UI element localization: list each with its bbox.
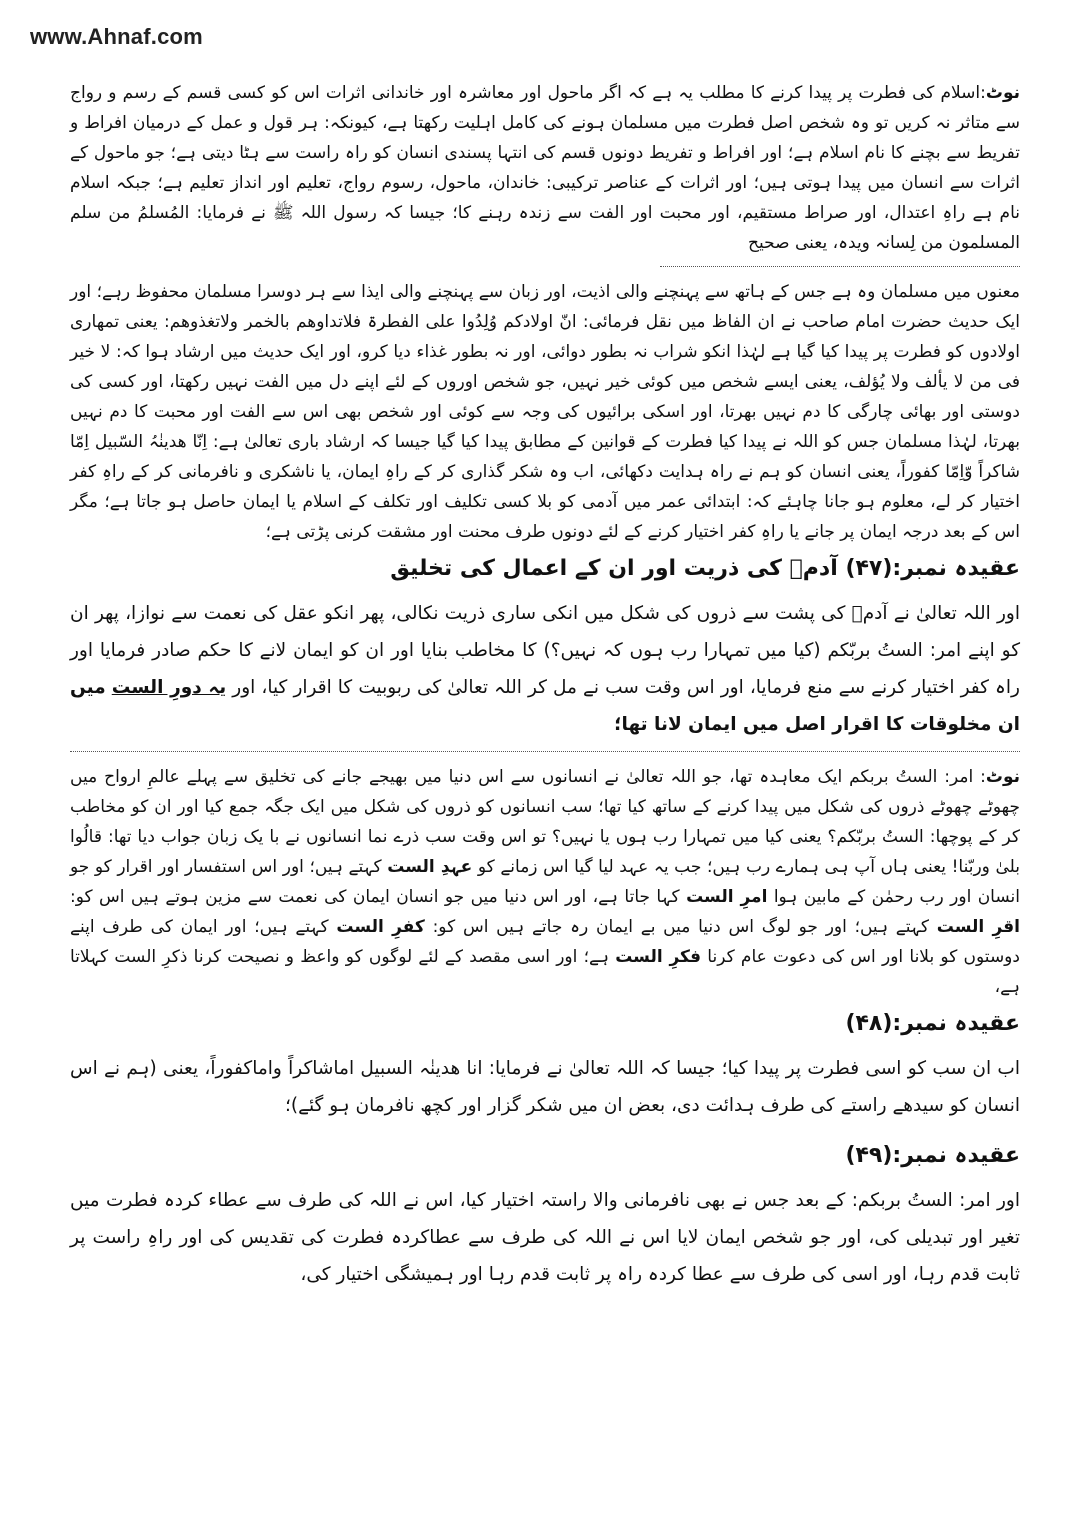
aqeedah-48-heading: [70, 1004, 1020, 1044]
aqeedah-title: آدمؑ کی ذریت اور ان کے اعمال کی تخلیق: [390, 556, 838, 581]
note-label: نوٹ: [985, 767, 1020, 787]
term-iqr-e-alast: اقرِ الست: [936, 917, 1021, 937]
aqeedah-number: (۴۷): [845, 556, 893, 581]
aqeedah-number: (۴۸): [845, 1011, 893, 1036]
note-text: :اسلام کی فطرت پر پیدا کرنے کا مطلب یہ ہے کہ اگر ماحول اور معاشرہ اور خاندانی اثرات اس کو کسی قسم کے رسم و رواج سے متاثر نہ کریں تو وہ شخص اصل فطرت میں مسلمان ہونے کی کامل اہلیت رکھتا ہے، کیونکہ: ہر قول و عمل کے درمیان افراط و تفریط سے بچنے کا نام اسلام ہے؛ اور افراط و تفریط دونوں قسم کی انتہا پسندی انسان کو راہ راست سے ہٹا دیتی ہے؛ جو ماحول کے اثرات سے انسان میں پیدا ہوتی ہیں؛ اور اثرات کے عناصر ترکیبی: خاندان، ماحول، رسوم رواج، تعلیم اور انداز تعلیم ہے؛ جبکہ اسلام نام ہے راہِ اعتدال، اور صراط مستقیم، اور محبت اور الفت سے زندہ رہنے کا؛ جیسا کہ رسول اللہ ﷺ نے فرمایا: المُسلمُ من سلم المسلمون من لِسانہ ویدہ، یعنی صحیح: [70, 83, 1020, 253]
dotted-divider: [70, 751, 1020, 752]
note-2-text-b: کہتے ہیں؛ اور اس استفسار اور اقرار کو جو انسان اور رب رحمٰن کے مابین ہوا: [70, 857, 1020, 907]
term-amr-e-alast: امرِ الست: [686, 887, 768, 907]
term-ahd-e-alast: عہدِ الست: [387, 857, 473, 877]
aqeedah-label: عقیدہ نمبر:: [892, 556, 1020, 581]
aqeedah-48-text: اب ان سب کو اسی فطرت پر پیدا کیا؛ جیسا کہ اللہ تعالیٰ نے فرمایا: انا ھدینٰہ السبیل اماشاکراً واماکفوراً، یعنی (ہم نے اس انسان کو سیدھے راستے کی طرف ہدائت دی، بعض ان میں شکر گزار اور کچھ نافرمان ہو گئے)؛: [70, 1058, 1020, 1116]
aqeedah-number: (۴۹): [845, 1143, 893, 1168]
aqeedah-label: عقیدہ نمبر:: [892, 1143, 1020, 1168]
site-url: www.Ahnaf.com: [30, 24, 203, 49]
aqeedah-47-text-b: میں ان مخلوقات کا اقرار اصل میں ایمان لانا تھا؛: [70, 677, 1020, 735]
note-label: نوٹ: [985, 83, 1020, 103]
aqeedah-49-text: اور امر: الستُ بربکم: کے بعد جس نے بھی نافرمانی والا راستہ اختیار کیا، اس نے اللہ کی طرف سے عطاء کردہ فطرت میں تغیر اور تبدیلی کی، اور جو شخص ایمان لایا اس نے اللہ کی طرف سے عطاکردہ فطرت کی تقدیس کی اور راہِ راست پر ثابت قدم رہا، اور اسی کی طرف سے عطا کردہ راہ پر ثابت قدم رہا اور ہمیشگی اختیار کی،: [70, 1190, 1020, 1285]
note-2-text-f: ہے؛ اور اسی مقصد کے لئے لوگوں کو واعظ و نصیحت کرنا ذکرِ الست کہلاتا ہے،: [70, 947, 1020, 997]
daur-e-alast-term: یہ دورِ الست: [111, 677, 227, 698]
note-2-text-a: : امر: الستُ بربکم ایک معاہدہ تھا، جو اللہ تعالیٰ نے انسانوں سے اس دنیا میں بھیجے جانے کی تخلیق سے پہلے عالمِ ارواح میں چھوٹے چھوٹے ذروں کی شکل میں پیدا کرنے کے ساتھ کیا تھا؛ سب انسانوں کو ذروں کی شکل میں ایک جگہ جمع کیا اور ان کو مخاطب کر کے پوچھا: الستُ بربّکم؟ یعنی کیا میں تمہارا رب ہوں یا نہیں؟ تو اس وقت سب ذرے نما انسانوں نے با یک زبان جواب دیا تھا: قالُوا بلیٰ وربّنا! یعنی ہاں آپ ہی ہمارے رب ہیں؛ جب یہ عہد لیا گیا اس زمانے کو: [70, 767, 1020, 877]
page-content: [70, 78, 1020, 1293]
aqeedah-49-heading: [70, 1136, 1020, 1176]
note-2-text-e: کہتے ہیں؛ اور ایمان کی طرف اپنے دوستوں کو بلانا اور اس کی دعوت عام کرنا: [70, 917, 1020, 967]
note-paragraph-1: [70, 78, 1020, 258]
hadith-paragraph: معنوں میں مسلمان وہ ہے جس کے ہاتھ سے پہنچنے والی اذیت، اور زبان سے پہنچنے والی ایذا سے ہر دوسرا مسلمان محفوظ رہے؛ اور ایک حدیث حضرت امام صاحب نے ان الفاظ میں نقل فرمائی: انّ اولادکم وُلِدُوا علی الفطرۃ فلاتداوھم بالخمر ولاتغذوھم: یعنی تمھاری اولادوں کو فطرت پر پیدا کیا گیا ہے لہٰذا انکو شراب نہ بطور دوائی، اور نہ بطور غذاء دیا کرو، اور ایک حدیث میں ارشاد ہوا کہ: لا خیر فی من لا یألف ولا یُؤلف، یعنی ایسے شخص میں کوئی خیر نہیں، جو شخص اوروں کے لئے اپنے دل میں الفت نہیں رکھتا، اور کسی کی دوستی اور بھائی چارگی کا دم نہیں بھرتا، اور اسکی برائیوں کی وجہ سے کوئی اور شخص بھی اس سے الفت اور محبت کا دم نہیں بھرتا، لہٰذا مسلمان جس کو اللہ نے پیدا کیا فطرت کے قوانین کے مطابق پیدا کیا گیا جیسا کہ ارشاد باری تعالیٰ ہے: اِنّا ھدینٰہُ السّبیل اِمّا شاکراً وّاِمّا کفوراً، یعنی انسان کو ہم نے راہ ہدایت دکھائی، اب وہ شکر گذاری کر کے راہِ ایمان، یا ناشکری و نافرمانی کر کے راہِ کفر اختیار کر لے، معلوم ہو جانا چاہئے کہ: ابتدائی عمر میں آدمی کو بلا کسی تکلیف اور تکلف کے اسلام یا ایمان حاصل ہو جاتا ہے؛ مگر اس کے بعد درجہ ایمان پر جانے یا راہِ کفر اختیار کرنے کے لئے دونوں طرف محنت اور مشقت کرنی پڑتی ہے؛: [70, 282, 1020, 542]
dotted-divider: [660, 266, 1020, 267]
aqeedah-47-heading: [70, 549, 1020, 589]
note-2-text-c: کہا جاتا ہے، اور اس دنیا میں جو انسان ایمان کی نعمت سے مزین ہوتے ہیں اس کو:: [70, 887, 680, 907]
aqeedah-label: عقیدہ نمبر:: [892, 1011, 1020, 1036]
term-fikr-e-alast: فکرِ الست: [615, 947, 702, 967]
aqeedah-47-text-a: اور اللہ تعالیٰ نے آدمؑ کی پشت سے ذروں کی شکل میں انکی ساری ذریت نکالی، پھر انکو عقل کی نعمت سے نوازا، پھر ان کو اپنے امر: الستُ بربّکم (کیا میں تمہارا رب ہوں کہ نہیں؟) کا مخاطب بنایا اور ان کو ایمان لانے کا حکم صادر فرمایا اور راہ کفر اختیار کرنے سے منع فرمایا، اور اس وقت سب نے مل کر اللہ تعالیٰ کی ربوبیت کا اقرار کیا، اور: [70, 603, 1020, 698]
note-paragraph-2: [70, 762, 1020, 1002]
term-kufr-e-alast: کفرِ الست: [336, 917, 425, 937]
note-2-text-d: کہتے ہیں؛ اور جو لوگ اس دنیا میں بے ایمان رہ جاتے ہیں اس کو:: [432, 917, 929, 937]
aqeedah-47-text: [70, 595, 1020, 743]
